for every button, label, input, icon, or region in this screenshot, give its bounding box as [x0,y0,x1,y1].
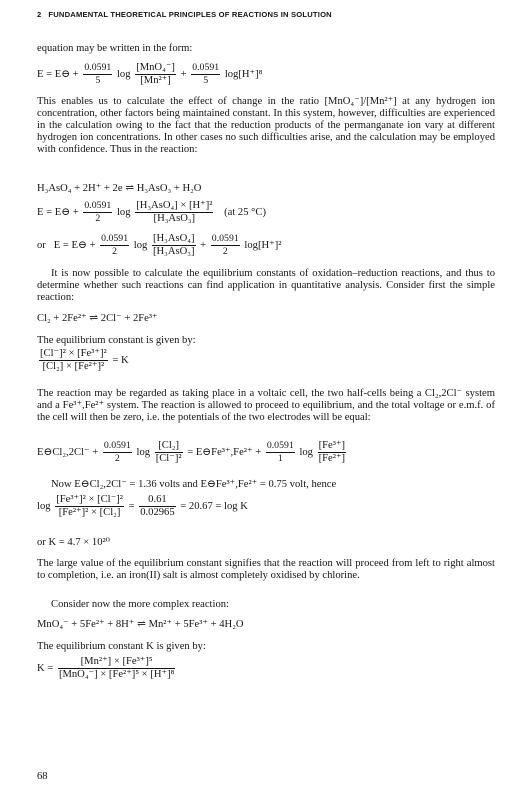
eq5-frac2-num: 0.61 [139,494,175,507]
k1-fraction [39,348,108,373]
eq3-frac3-num: 0.0591 [211,233,239,244]
k1-numerator: [Cl⁻]² × [Fe³⁺]² [40,348,107,359]
eq4-fraction-2 [155,440,183,465]
eq3-lhs: E = E⊖ + [53,239,96,251]
eq5-frac2-den: 0.02965 [140,507,175,518]
eq5-fraction-2 [139,494,175,519]
equation-3 [37,233,281,258]
eq2-frac1-num: 0.0591 [84,200,112,211]
eq1-frac3-den: 5 [203,75,209,86]
footer-page-number: 68 [37,771,48,782]
eq4-frac3-num: 0.0591 [266,440,294,451]
eq3-frac2-num: [H₃AsO₄] [152,233,195,244]
eq4-frac1-num: 0.0591 [103,440,131,451]
k1-rhs: = K [112,354,129,366]
eq1-tail: log[H⁺]⁸ [224,68,263,80]
eq5-fraction-1 [55,494,124,519]
k-value-line: or K = 4.7 × 10²⁰ [37,537,110,548]
eq4-frac2-num: [Cl₂] [155,440,183,453]
header-page-number: 2 [37,10,42,19]
paragraph-3: The reaction may be regarded as taking place in a voltaic cell, the two half-cells being a Cl₂,2Cl⁻ system and a Fe³⁺,Fe²⁺ system. The reaction is allowed to proceed to equilibrium, and the total voltage or e.m.f. of the cell will then be zero, i.e. the potentials of the two electrodes will be equal: [37,388,495,424]
eq2-fraction-1 [83,200,112,225]
k2-lhs: K = [37,662,54,674]
eq3-tail: log[H⁺]² [244,239,282,251]
eq3-frac1-den: 2 [112,246,118,257]
eq3-plus: + [200,239,207,251]
eq1-log: log [116,68,131,80]
eq3-frac2-den: [H₃AsO₃] [152,246,195,257]
eq2-frac2-den: [H₃AsO₃] [153,213,196,224]
equation-1 [37,62,262,87]
paragraph-5: Consider now the more complex reaction: [51,599,229,610]
k2-fraction [58,656,175,681]
running-header [37,8,332,21]
eq2-fraction-2 [135,200,213,225]
eq3-frac3-den: 2 [222,246,228,257]
eq5-equals: = [128,500,135,512]
eq3-fraction-2 [152,233,196,258]
k1-denominator: [Cl₂] × [Fe²⁺]² [42,361,105,372]
eq2-temperature-note: (at 25 °C) [224,206,267,218]
eq4-lhs: E⊖Cl₂,2Cl⁻ + [37,446,99,458]
intro-line: equation may be written in the form: [37,43,193,54]
eq4-middle: = E⊖Fe³⁺,Fe²⁺ + [187,446,262,458]
eq1-fraction-1 [83,62,112,87]
eq4-log-2: log [299,446,313,458]
eq1-frac2-den: [Mn²⁺] [140,75,171,86]
eq3-fraction-3 [211,233,240,258]
eq1-lhs: E = E⊖ + [37,68,79,80]
eq4-frac1-den: 2 [114,453,120,464]
eq1-plus: + [180,68,187,80]
eq4-frac4-num: [Fe³⁺] [318,440,346,451]
equation-5 [37,494,248,519]
eq5-frac1-num: [Fe³⁺]² × [Cl⁻]² [56,494,123,505]
paragraph-2: It is now possible to calculate the equilibrium constants of oxidation–reduction reactions, and thus to determine whether such reactions can find application in quantitative analysis. Consider first the simple reaction: [37,268,495,304]
eq4-frac3-den: 1 [277,453,283,464]
eq4-fraction-1 [103,440,132,465]
eq2-lhs: E = E⊖ + [37,206,79,218]
equation-2 [37,200,266,225]
eq4-log: log [136,446,151,458]
eq3-frac1-num: 0.0591 [101,233,129,244]
eq5-frac1-den: [Fe²⁺]² × [Cl₂] [58,507,121,518]
equation-4 [37,440,348,465]
eq1-fraction-3 [191,62,220,87]
eq2-frac2-num: [H₃AsO₄] × [H⁺]² [136,200,213,211]
eq1-frac1-num: 0.0591 [84,62,112,73]
eq1-frac2-num: [MnO₄⁻] [136,62,175,73]
k-expression-1 [37,348,129,373]
eq4-fraction-3 [266,440,295,465]
eq2-frac1-den: 2 [95,213,101,224]
k2-denominator: [MnO₄⁻] × [Fe²⁺]⁵ × [H⁺]⁸ [58,669,175,680]
eq3-or: or [37,239,46,251]
eq5-log: log [37,500,51,512]
reaction-arsenic: H₃AsO₄ + 2H⁺ + 2e ⇌ H₃AsO₃ + H₂O [37,183,202,194]
eq5-tail: = 20.67 = log K [180,500,248,512]
eq4-frac2-den: [Cl⁻]² [155,453,182,464]
eq1-frac3-num: 0.0591 [192,62,220,73]
equilibrium-constant-intro: The equilibrium constant is given by: [37,335,196,346]
k-expression-2 [37,656,177,681]
header-title: FUNDAMENTAL THEORETICAL PRINCIPLES OF REACTIONS IN SOLUTION [48,10,332,19]
eq2-log: log [116,206,131,218]
paragraph-1: This enables us to calculate the effect of change in the ratio [MnO₄⁻]/[Mn²⁺] at any hydrogen ion concentration, other factors being maintained constant. In this system, however, difficulties are experienced in the calculation owing to the fact that the reduction products of the permanganate ion vary at different hydrogen ion concentrations. In other cases no such difficulties arise, and the calculation may be employed with confidence. Thus in the reaction: [37,96,495,156]
eq3-log: log [133,239,148,251]
reaction-permanganate: MnO₄⁻ + 5Fe²⁺ + 8H⁺ ⇌ Mn²⁺ + 5Fe³⁺ + 4H₂O [37,619,244,630]
equilibrium-constant-intro-2: The equilibrium constant K is given by: [37,641,206,652]
paragraph-4: The large value of the equilibrium constant signifies that the reaction will proceed from left to right almost to completion, i.e. an iron(II) salt is almost completely oxidised by chlorine. [37,558,495,582]
standard-potentials-line: Now E⊖Cl₂,2Cl⁻ = 1.36 volts and E⊖Fe³⁺,Fe²⁺ = 0.75 volt, hence [51,479,337,490]
eq1-frac1-den: 5 [95,75,101,86]
eq4-fraction-4 [318,440,346,465]
reaction-chlorine-iron: Cl₂ + 2Fe²⁺ ⇌ 2Cl⁻ + 2Fe³⁺ [37,313,158,324]
k2-numerator: [Mn²⁺] × [Fe³⁺]⁵ [58,656,175,669]
eq3-fraction-1 [100,233,129,258]
eq1-fraction-2 [135,62,176,87]
eq4-frac4-den: [Fe²⁺] [318,453,346,464]
